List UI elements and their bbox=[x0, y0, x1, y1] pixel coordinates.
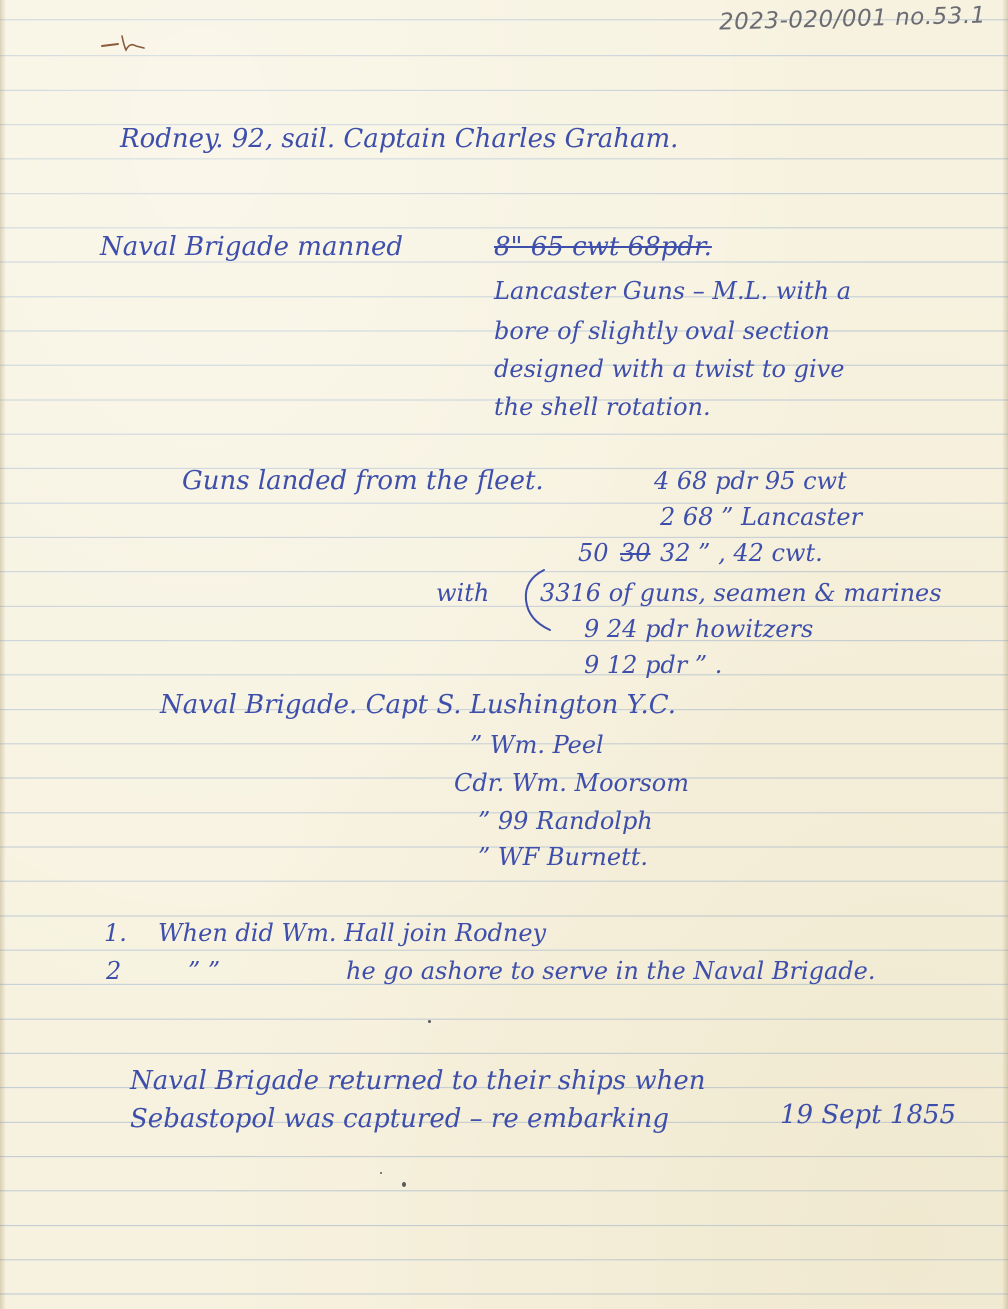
question-2-ditto: ” ” bbox=[188, 957, 221, 985]
gun-row-6: 9 12 pdr ” . bbox=[584, 651, 723, 679]
guns-landed: Guns landed from the fleet. bbox=[182, 466, 544, 496]
gun-row-3-struck: 30 bbox=[620, 539, 651, 567]
gun-row-5: 9 24 pdr howitzers bbox=[584, 615, 814, 643]
paper-edge-left bbox=[0, 0, 6, 1309]
paper-speck bbox=[402, 1182, 406, 1187]
question-1-number: 1. bbox=[104, 919, 127, 947]
officer-burnett: ” WF Burnett. bbox=[478, 843, 648, 871]
paper-edge-right bbox=[1002, 0, 1008, 1309]
lancaster-line-4: the shell rotation. bbox=[494, 393, 711, 421]
archive-reference: 2023-020/001 no.53.1 bbox=[718, 2, 987, 36]
officer-randolph: ” 99 Randolph bbox=[478, 807, 653, 835]
lancaster-line-2: bore of slightly oval section bbox=[494, 317, 830, 345]
officer-peel: ” Wm. Peel bbox=[470, 731, 604, 759]
struck-gun-spec: 8" 65 cwt 68pdr. bbox=[494, 232, 712, 262]
gun-row-4: 3316 of guns, seamen & marines bbox=[540, 579, 942, 607]
closing-date: 19 Sept 1855 bbox=[780, 1100, 957, 1130]
lancaster-line-1: Lancaster Guns – M.L. with a bbox=[494, 277, 852, 305]
question-2: he go ashore to serve in the Naval Brigade. bbox=[346, 957, 876, 985]
gun-row-2: 2 68 ” Lancaster bbox=[660, 503, 863, 531]
gun-row-3: 32 ” , 42 cwt. bbox=[660, 539, 823, 567]
paper-speck bbox=[380, 1172, 382, 1174]
top-left-mark bbox=[100, 32, 148, 54]
title-line: Rodney. 92, sail. Captain Charles Graham. bbox=[120, 124, 679, 154]
naval-brigade-manned: Naval Brigade manned bbox=[100, 232, 403, 262]
closing-line-1: Naval Brigade returned to their ships when bbox=[130, 1066, 706, 1096]
lancaster-line-3: designed with a twist to give bbox=[494, 355, 845, 383]
gun-row-3-count: 50 bbox=[578, 539, 609, 567]
gun-with: with bbox=[436, 579, 490, 607]
question-2-number: 2 bbox=[106, 957, 122, 985]
officers-heading: Naval Brigade. Capt S. Lushington Y.C. bbox=[160, 690, 676, 720]
closing-line-2: Sebastopol was captured – re embarking bbox=[130, 1104, 670, 1134]
question-1: When did Wm. Hall join Rodney bbox=[158, 919, 547, 947]
paper-speck bbox=[428, 1020, 431, 1023]
gun-row-1: 4 68 pdr 95 cwt bbox=[654, 467, 847, 495]
officer-moorsom: Cdr. Wm. Moorsom bbox=[454, 769, 689, 797]
